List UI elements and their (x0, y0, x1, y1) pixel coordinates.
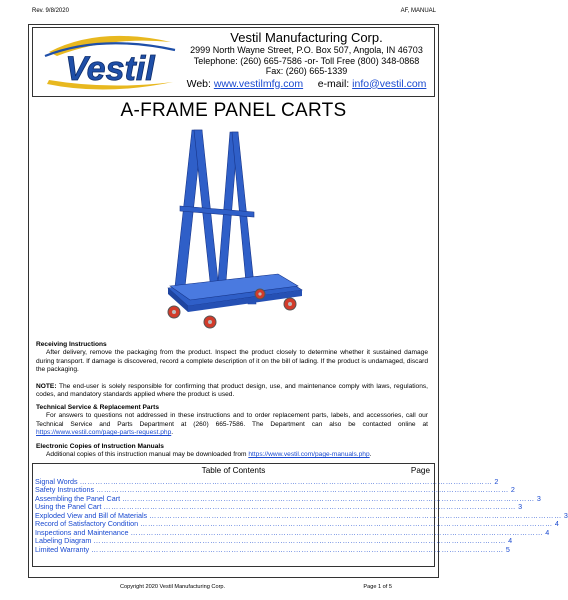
toc-item-label: Signal Words (35, 476, 78, 486)
toc-leader-dots: …………………………………………………………………………………………………………………………………………… (130, 527, 544, 537)
toc-item-page: 4 (508, 536, 513, 545)
manual-code: AF, MANUAL (400, 8, 436, 14)
web-label: Web: (186, 77, 211, 90)
header-box (32, 27, 435, 97)
toc-leader-dots: …………………………………………………………………………………………………………………………………………… (140, 519, 553, 528)
toc-item-page: 3 (563, 510, 568, 520)
toc-heading: Table of Contents (201, 466, 266, 475)
note-section (36, 383, 428, 400)
receiving-section (36, 341, 428, 375)
toc-item-page: 2 (494, 476, 499, 486)
electronic-copies-text: Additional copies of this instruction manual may be downloaded from (46, 451, 249, 459)
toc-leader-dots: …………………………………………………………………………………………………………………………………………… (149, 510, 562, 520)
page-footer (120, 584, 392, 590)
vestil-logo (39, 32, 181, 92)
tech-service-section (36, 404, 428, 438)
receiving-heading: Receiving Instructions (36, 341, 107, 348)
website-link[interactable]: www.vestilmfg.com (213, 77, 304, 90)
toc-header (33, 464, 434, 477)
toc-item-page: 3 (536, 493, 541, 503)
toc-leader-dots: …………………………………………………………………………………………………………………………………………… (103, 502, 517, 511)
page-number: Page 1 of 5 (363, 584, 392, 590)
top-meta (32, 8, 436, 14)
email-label: e-mail: (317, 77, 350, 90)
toc-item-page: 4 (554, 519, 559, 528)
toc-item-label: Record of Satisfactory Condition (35, 519, 139, 528)
toc-leader-dots: …………………………………………………………………………………………………………………………………………… (96, 485, 509, 494)
toc-item-label: Labeling Diagram (35, 536, 92, 545)
table-of-contents (32, 463, 568, 567)
receiving-text: After delivery, remove the packaging from the product. Inspect the product closely to determine whether it sustained damage during transport. If damage is discovered, record a complete description of it on the bill of lading. If the product is undamaged, discard the packaging. (36, 349, 428, 374)
copyright: Copyright 2020 Vestil Manufacturing Corp. (120, 584, 226, 590)
logo-wordmark: Vestil (65, 50, 155, 88)
company-telephone: Telephone: (260) 665-7586 -or- Toll Free (800) 348-0868 (193, 55, 420, 66)
tech-service-heading: Technical Service & Replacement Parts (36, 404, 160, 411)
company-name: Vestil Manufacturing Corp. (230, 30, 383, 45)
page-title: A-FRAME PANEL CARTS (120, 100, 347, 121)
company-address: 2999 North Wayne Street, P.O. Box 507, Angola, IN 46703 (190, 45, 423, 55)
note-label: NOTE: (36, 383, 57, 390)
toc-item-label: Safety Instructions (35, 485, 95, 494)
company-web-line (183, 78, 430, 90)
company-fax: Fax: (260) 665-1339 (265, 66, 348, 76)
email-link[interactable]: info@vestil.com (352, 77, 427, 90)
toc-leader-dots: …………………………………………………………………………………………………………………………………………… (122, 493, 535, 503)
electronic-copies-para: Additional copies of this instruction manual may be downloaded from https://www.vestil.com/page-manuals.php. (46, 451, 372, 459)
tech-service-text: For answers to questions not addressed in these instructions and to order replacement parts, labels, and accessories, call our Technical Service and Parts Department at (260) 665-7586. The Department can also be contacted online at (36, 412, 428, 428)
company-info (183, 30, 430, 90)
toc-item-label: Assembling the Panel Cart (35, 493, 121, 503)
revision-date: Rev. 9/8/2020 (32, 8, 69, 14)
electronic-copies-section (36, 443, 428, 460)
manuals-link[interactable]: https://www.vestil.com/page-manuals.php (248, 451, 370, 459)
toc-item-page: 5 (505, 544, 510, 554)
toc-item[interactable] (33, 544, 510, 554)
tech-service-para: For answers to questions not addressed in these instructions and to order replacement parts, labels, and accessories, call our Technical Service and Parts Department at (260) 665-7586. The Department can also be contacted online at https://www.vestil.com/page-parts-request.php. (36, 412, 428, 437)
toc-item-page: 4 (545, 527, 550, 537)
note-text: The end-user is solely responsible for confirming that product design, use, and maintenance comply with laws, regulations, codes, and mandatory standards applied where the product is used. (36, 383, 428, 399)
parts-request-link[interactable]: https://www.vestil.com/page-parts-request.php (36, 429, 172, 437)
electronic-copies-heading: Electronic Copies of Instruction Manuals (36, 443, 164, 450)
panel-cart-image (140, 128, 310, 330)
toc-leader-dots: …………………………………………………………………………………………………………………………………………… (91, 544, 504, 554)
toc-leader-dots: …………………………………………………………………………………………………………………………………………… (93, 536, 507, 545)
toc-leader-dots: …………………………………………………………………………………………………………………………………………… (79, 476, 493, 486)
toc-item-label: Exploded View and Bill of Materials (35, 510, 148, 520)
toc-item-page: 2 (510, 485, 515, 494)
toc-item-label: Inspections and Maintenance (35, 527, 129, 537)
toc-item-label: Limited Warranty (35, 544, 90, 554)
toc-page-heading: Page (410, 466, 430, 475)
toc-item-label: Using the Panel Cart (35, 502, 102, 511)
toc-list (33, 476, 568, 554)
toc-item-page: 3 (518, 502, 523, 511)
